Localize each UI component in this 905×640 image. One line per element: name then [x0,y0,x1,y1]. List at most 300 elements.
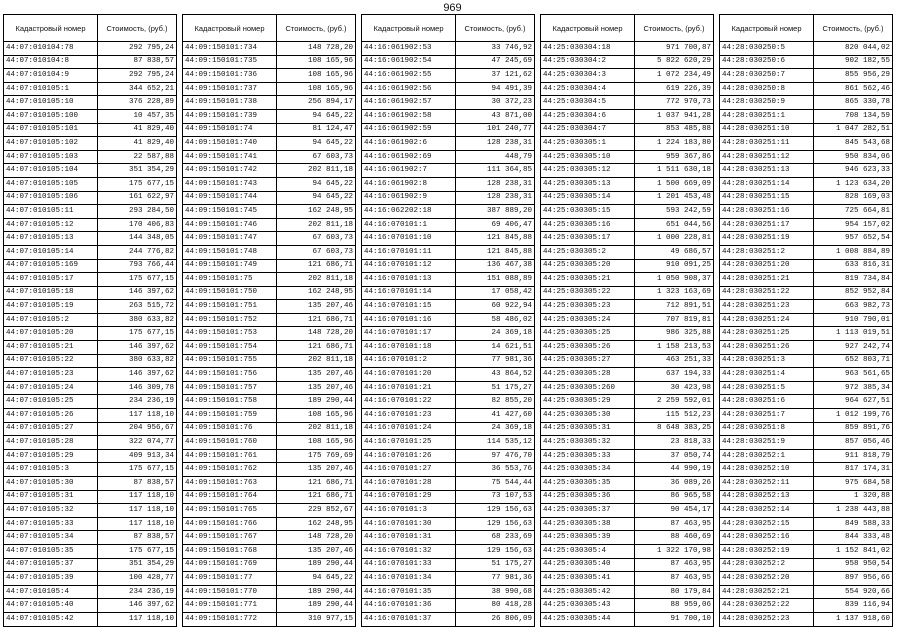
cadastral-number-cell: 44:09:150101:755 [183,354,277,368]
cadastral-number-cell: 44:16:061902:59 [362,123,456,137]
cost-cell: 94 645,22 [277,572,356,586]
table-row [720,82,893,96]
cadastral-number-cell: 44:25:030305:44 [541,612,635,626]
cost-cell: 927 242,74 [814,341,893,355]
cost-cell: 51 175,27 [456,558,535,572]
table-row [362,327,535,341]
cadastral-number-cell: 44:16:070101:29 [362,490,456,504]
cadastral-number-cell: 44:07:010105:13 [4,232,98,246]
cost-cell: 10 457,35 [98,109,177,123]
table-row [720,544,893,558]
table-row [720,504,893,518]
table-row [541,69,714,83]
table-row [541,395,714,409]
cadastral-number-cell: 44:25:030304:5 [541,96,635,110]
cost-cell: 128 238,31 [456,137,535,151]
cost-cell: 162 248,95 [277,205,356,219]
table-row [541,599,714,613]
cost-cell: 88 460,69 [635,531,714,545]
cadastral-number-cell: 44:25:030305:40 [541,558,635,572]
cost-cell: 1 511 630,18 [635,164,714,178]
table-row [720,354,893,368]
cadastral-number-cell: 44:07:010105:3 [4,463,98,477]
table-row [183,82,356,96]
cost-cell: 41 427,60 [456,409,535,423]
cost-cell: 1 224 183,80 [635,137,714,151]
table-row [720,477,893,491]
cadastral-number-cell: 44:07:010105:34 [4,531,98,545]
table-row [183,42,356,56]
table-row [720,191,893,205]
table-row [4,191,177,205]
table-body [4,42,177,627]
table-row [541,123,714,137]
cost-cell: 175 677,15 [98,327,177,341]
table-row [362,232,535,246]
cadastral-number-cell: 44:16:061902:8 [362,177,456,191]
table-row [183,422,356,436]
table-row [541,177,714,191]
cadastral-number-cell: 44:16:070101:26 [362,449,456,463]
cadastral-number-cell: 44:25:030305:16 [541,218,635,232]
table-row [720,232,893,246]
cadastral-number-cell: 44:25:030304:6 [541,109,635,123]
cost-cell: 26 806,09 [456,612,535,626]
cost-cell: 351 354,29 [98,558,177,572]
table-row [183,436,356,450]
cadastral-number-cell: 44:07:010105:21 [4,341,98,355]
cost-cell: 344 652,21 [98,82,177,96]
cost-cell: 652 803,71 [814,354,893,368]
table-row [720,463,893,477]
cost-cell: 725 664,81 [814,205,893,219]
cadastral-number-cell: 44:25:030305:35 [541,477,635,491]
table-row [183,409,356,423]
table-row [541,368,714,382]
cost-cell: 844 333,48 [814,531,893,545]
cost-cell: 37 050,74 [635,449,714,463]
cadastral-number-cell: 44:07:010105:27 [4,422,98,436]
cost-cell: 69 406,47 [456,218,535,232]
cost-cell: 162 248,95 [277,517,356,531]
table-row [362,313,535,327]
cadastral-number-cell: 44:16:070101:27 [362,463,456,477]
cost-cell: 33 746,92 [456,42,535,56]
cadastral-number-cell: 44:25:030305:12 [541,164,635,178]
cost-cell: 135 207,46 [277,544,356,558]
table-row [362,137,535,151]
cadastral-number-cell: 44:28:030252:19 [720,544,814,558]
table-row [4,218,177,232]
table-row [183,177,356,191]
cost-cell: 111 364,85 [456,164,535,178]
cadastral-number-cell: 44:25:030305:39 [541,531,635,545]
header-cadastral-number: Кадастровый номер [183,15,277,42]
cadastral-number-cell: 44:28:030251:6 [720,395,814,409]
cost-cell: 793 766,44 [98,259,177,273]
cost-cell: 128 238,31 [456,191,535,205]
table-row [720,109,893,123]
table-row [541,531,714,545]
cost-cell: 94 645,22 [277,191,356,205]
cost-cell: 135 207,46 [277,381,356,395]
cadastral-number-cell: 44:28:030252:22 [720,599,814,613]
cadastral-number-cell: 44:16:070101:28 [362,477,456,491]
table-row [4,123,177,137]
cost-cell: 971 700,87 [635,42,714,56]
table-row [362,96,535,110]
table-row [541,55,714,69]
table-row [4,327,177,341]
table-row [183,245,356,259]
cadastral-number-cell: 44:28:030251:14 [720,177,814,191]
cadastral-number-cell: 44:16:070101:25 [362,436,456,450]
cost-cell: 38 990,68 [456,585,535,599]
table-row [4,463,177,477]
table-row [362,191,535,205]
cost-cell: 380 633,82 [98,354,177,368]
table-row [4,490,177,504]
table-row [4,150,177,164]
cost-cell: 161 622,97 [98,191,177,205]
cadastral-number-cell: 44:16:061902:53 [362,42,456,56]
cost-cell: 448,79 [456,150,535,164]
table-row [362,504,535,518]
cost-cell: 41 829,40 [98,123,177,137]
cadastral-number-cell: 44:25:030305:1 [541,137,635,151]
table-row [362,205,535,219]
cadastral-number-cell: 44:09:150101:740 [183,137,277,151]
cadastral-number-cell: 44:07:010105:14 [4,245,98,259]
register-table [719,14,893,627]
cadastral-number-cell: 44:16:061902:58 [362,109,456,123]
cost-cell: 1 152 841,02 [814,544,893,558]
table-row [183,612,356,626]
table-row [4,381,177,395]
cost-cell: 256 894,17 [277,96,356,110]
cost-cell: 58 486,02 [456,313,535,327]
cadastral-number-cell: 44:07:010105:1 [4,82,98,96]
cadastral-number-cell: 44:07:010105:103 [4,150,98,164]
cost-cell: 175 769,69 [277,449,356,463]
cadastral-number-cell: 44:09:150101:743 [183,177,277,191]
cadastral-number-cell: 44:07:010105:39 [4,572,98,586]
cost-cell: 1 158 213,53 [635,341,714,355]
cadastral-number-cell: 44:25:030305:42 [541,585,635,599]
cadastral-number-cell: 44:09:150101:752 [183,313,277,327]
cadastral-number-cell: 44:28:030252:14 [720,504,814,518]
cadastral-number-cell: 44:16:070101:14 [362,286,456,300]
cost-cell: 146 397,62 [98,368,177,382]
cost-cell: 2 259 592,01 [635,395,714,409]
table-row [720,123,893,137]
cadastral-number-cell: 44:07:010105:35 [4,544,98,558]
cost-cell: 51 175,27 [456,381,535,395]
cadastral-number-cell: 44:16:061902:54 [362,55,456,69]
cadastral-number-cell: 44:25:030304:3 [541,69,635,83]
cadastral-number-cell: 44:07:010105:32 [4,504,98,518]
cost-cell: 81 124,47 [277,123,356,137]
table-row [720,490,893,504]
table-body [183,42,356,627]
table-row [541,300,714,314]
cost-cell: 87 838,57 [98,477,177,491]
table-row [183,341,356,355]
cadastral-number-cell: 44:25:030305:33 [541,449,635,463]
table-row [4,599,177,613]
cost-cell: 14 621,51 [456,341,535,355]
cost-cell: 409 913,34 [98,449,177,463]
cadastral-number-cell: 44:28:030250:7 [720,69,814,83]
table-row [720,341,893,355]
cadastral-number-cell: 44:25:030305:260 [541,381,635,395]
cadastral-number-cell: 44:28:030251:4 [720,368,814,382]
table-row [183,381,356,395]
table-row [362,477,535,491]
table-row [4,205,177,219]
cadastral-number-cell: 44:07:010105:18 [4,286,98,300]
cadastral-number-cell: 44:09:150101:772 [183,612,277,626]
cost-cell: 1 012 199,76 [814,409,893,423]
cost-cell: 30 423,98 [635,381,714,395]
cadastral-number-cell: 44:09:150101:748 [183,245,277,259]
cost-cell: 857 056,46 [814,436,893,450]
table-row [541,109,714,123]
table-row [362,368,535,382]
cost-cell: 146 397,62 [98,286,177,300]
cadastral-number-cell: 44:16:070101:21 [362,381,456,395]
table-row [362,449,535,463]
table-row [541,449,714,463]
table-row [541,517,714,531]
table-row [720,218,893,232]
cadastral-number-cell: 44:09:150101:745 [183,205,277,219]
cadastral-number-cell: 44:28:030251:1 [720,109,814,123]
cost-cell: 911 818,79 [814,449,893,463]
cost-cell: 77 981,36 [456,354,535,368]
table-row [720,55,893,69]
cadastral-number-cell: 44:09:150101:74 [183,123,277,137]
table-row [4,504,177,518]
cost-cell: 67 603,73 [277,245,356,259]
cadastral-number-cell: 44:07:010105:100 [4,109,98,123]
table-body [541,42,714,627]
table-row [541,191,714,205]
header-cadastral-number: Кадастровый номер [362,15,456,42]
table-row [4,585,177,599]
table-row [720,599,893,613]
cost-cell: 148 728,20 [277,327,356,341]
table-row [4,286,177,300]
cadastral-number-cell: 44:09:150101:750 [183,286,277,300]
header-cost: Стоимость, (руб.) [98,15,177,42]
cost-cell: 950 834,06 [814,150,893,164]
cost-cell: 1 008 884,89 [814,245,893,259]
cost-cell: 663 982,73 [814,300,893,314]
table-row [362,409,535,423]
table-row [183,572,356,586]
cadastral-number-cell: 44:25:030305:27 [541,354,635,368]
cadastral-number-cell: 44:09:150101:77 [183,572,277,586]
table-row [362,177,535,191]
table-row [541,409,714,423]
table-row [720,422,893,436]
cost-cell: 958 950,54 [814,558,893,572]
table-row [362,150,535,164]
cost-cell: 148 728,20 [277,531,356,545]
table-row [720,436,893,450]
page-number: 969 [443,2,462,14]
cost-cell: 852 952,84 [814,286,893,300]
table-row [183,205,356,219]
cadastral-number-cell: 44:07:010105:26 [4,409,98,423]
table-row [362,463,535,477]
cost-cell: 910 790,01 [814,313,893,327]
cadastral-number-cell: 44:28:030251:11 [720,137,814,151]
cadastral-number-cell: 44:09:150101:739 [183,109,277,123]
table-row [541,341,714,355]
table-row [4,477,177,491]
cadastral-number-cell: 44:07:010105:20 [4,327,98,341]
table-row [4,82,177,96]
cost-cell: 129 156,63 [456,504,535,518]
table-row [183,490,356,504]
cadastral-number-cell: 44:07:010105:101 [4,123,98,137]
table-row [362,395,535,409]
table-row [4,55,177,69]
table-row [4,395,177,409]
cadastral-number-cell: 44:07:010105:11 [4,205,98,219]
cadastral-number-cell: 44:25:030305:23 [541,300,635,314]
cadastral-number-cell: 44:25:030305:24 [541,313,635,327]
cost-cell: 1 050 908,37 [635,273,714,287]
cadastral-number-cell: 44:16:070101:15 [362,300,456,314]
table-row [183,191,356,205]
cost-cell: 115 512,23 [635,409,714,423]
cadastral-number-cell: 44:07:010105:105 [4,177,98,191]
table-row [4,409,177,423]
table-row [541,313,714,327]
cadastral-number-cell: 44:16:070101:2 [362,354,456,368]
cost-cell: 94 645,22 [277,177,356,191]
cadastral-number-cell: 44:09:150101:766 [183,517,277,531]
table-row [362,164,535,178]
table-row [183,504,356,518]
cost-cell: 94 645,22 [277,109,356,123]
table-row [4,422,177,436]
table-row [4,42,177,56]
cadastral-number-cell: 44:25:030305:17 [541,232,635,246]
cadastral-number-cell: 44:16:070101:34 [362,572,456,586]
cost-cell: 859 891,76 [814,422,893,436]
cost-cell: 910 091,25 [635,259,714,273]
cost-cell: 322 074,77 [98,436,177,450]
table-row [362,218,535,232]
cost-cell: 963 561,65 [814,368,893,382]
table-row [362,381,535,395]
cadastral-number-cell: 44:07:010104:78 [4,42,98,56]
table-row [183,463,356,477]
cadastral-number-cell: 44:16:070101:33 [362,558,456,572]
cost-cell: 30 372,23 [456,96,535,110]
cadastral-number-cell: 44:16:061902:57 [362,96,456,110]
cadastral-number-cell: 44:07:010105:17 [4,273,98,287]
table-row [720,531,893,545]
cadastral-number-cell: 44:07:010105:169 [4,259,98,273]
cost-cell: 293 284,50 [98,205,177,219]
cost-cell: 972 385,34 [814,381,893,395]
cadastral-number-cell: 44:28:030251:23 [720,300,814,314]
table-row [362,422,535,436]
table-row [541,558,714,572]
cost-cell: 175 677,15 [98,463,177,477]
cadastral-number-cell: 44:16:062202:18 [362,205,456,219]
cost-cell: 1 323 163,69 [635,286,714,300]
cadastral-number-cell: 44:28:030251:19 [720,232,814,246]
cost-cell: 117 118,10 [98,409,177,423]
cost-cell: 148 728,20 [277,42,356,56]
table-row [720,517,893,531]
cost-cell: 839 116,94 [814,599,893,613]
cost-cell: 121 686,71 [277,313,356,327]
cadastral-number-cell: 44:25:030305:4 [541,544,635,558]
cost-cell: 310 977,15 [277,612,356,626]
cadastral-number-cell: 44:09:150101:747 [183,232,277,246]
table-row [362,544,535,558]
cost-cell: 772 970,73 [635,96,714,110]
table-row [720,286,893,300]
table-row [183,96,356,110]
cadastral-number-cell: 44:28:030250:8 [720,82,814,96]
cadastral-number-cell: 44:25:030305:29 [541,395,635,409]
table-row [362,42,535,56]
cadastral-number-cell: 44:07:010105:40 [4,599,98,613]
cost-cell: 101 240,77 [456,123,535,137]
table-row [362,599,535,613]
table-row [720,137,893,151]
cadastral-number-cell: 44:25:030304:7 [541,123,635,137]
cadastral-number-cell: 44:09:150101:754 [183,341,277,355]
cost-cell: 117 118,10 [98,490,177,504]
cadastral-number-cell: 44:09:150101:765 [183,504,277,518]
cadastral-number-cell: 44:09:150101:771 [183,599,277,613]
cost-cell: 37 121,62 [456,69,535,83]
table-row [183,123,356,137]
cadastral-number-cell: 44:09:150101:756 [183,368,277,382]
table-row [362,273,535,287]
cadastral-number-cell: 44:28:030250:9 [720,96,814,110]
table-row [4,572,177,586]
table-row [362,517,535,531]
cost-cell: 80 179,84 [635,585,714,599]
cadastral-number-cell: 44:25:030305:31 [541,422,635,436]
cadastral-number-cell: 44:16:070101:23 [362,409,456,423]
cadastral-number-cell: 44:07:010105:2 [4,313,98,327]
table-row [720,572,893,586]
table-row [541,245,714,259]
table-row [4,109,177,123]
cost-cell: 865 330,78 [814,96,893,110]
cost-cell: 964 627,51 [814,395,893,409]
cost-cell: 108 165,96 [277,69,356,83]
cadastral-number-cell: 44:07:010105:37 [4,558,98,572]
cost-cell: 8 648 383,25 [635,422,714,436]
table-row [362,300,535,314]
table-row [362,123,535,137]
cost-cell: 68 233,69 [456,531,535,545]
cost-cell: 828 169,03 [814,191,893,205]
cost-cell: 351 354,29 [98,164,177,178]
